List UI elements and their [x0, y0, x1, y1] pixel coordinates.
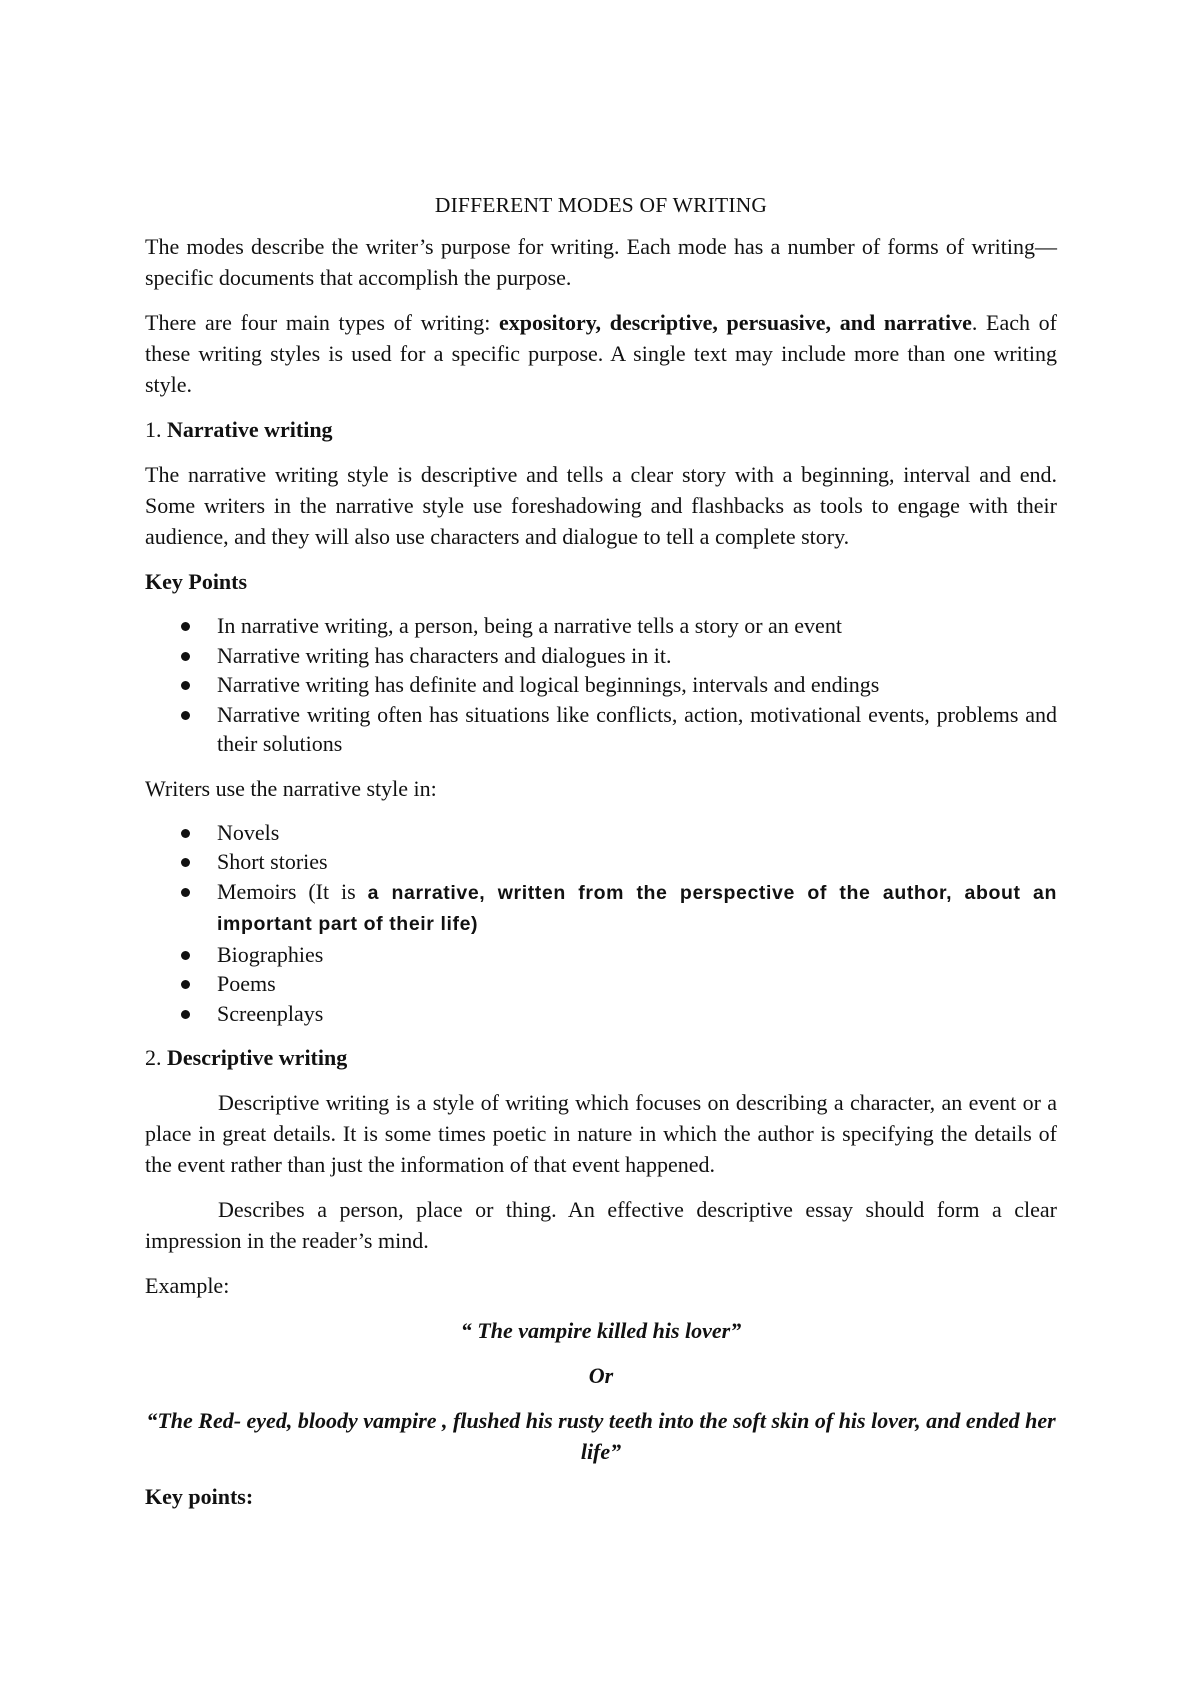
document-page — [145, 190, 1057, 1526]
list-item-poems: Poems — [217, 969, 1057, 999]
descriptive-key-points-label: Key points: — [145, 1484, 254, 1509]
list-item-biographies: Biographies — [217, 940, 1057, 970]
intro-paragraph-1: The modes describe the writer’s purpose for writing. Each mode has a number of forms of writing—specific documents that accomplish the purpose. — [145, 234, 1057, 290]
list-item: Narrative writing has characters and dialogues in it. — [217, 641, 1057, 671]
key-points-heading-label: Key Points — [145, 569, 248, 594]
list-item-screenplays: Screenplays — [217, 999, 1057, 1029]
list-item: Narrative writing often has situations like conflicts, action, motivational events, problems and their solutions — [217, 700, 1057, 759]
example-quote-2: “The Red- eyed, bloody vampire , flushed his rusty teeth into the soft skin of his lover, and ended her life” — [146, 1408, 1056, 1464]
narrative-uses-list — [145, 818, 1057, 1029]
intro-p2-bold-types: expository, descriptive, persuasive, and narrative — [498, 310, 972, 335]
narrative-uses-intro: Writers use the narrative style in: — [145, 775, 437, 801]
section-heading-label: Descriptive writing — [167, 1045, 348, 1070]
document-title: DIFFERENT MODES OF WRITING — [434, 193, 768, 217]
list-item-novels: Novels — [217, 818, 1057, 848]
memoirs-bold-text: a narrative, written from the perspective of the author, about an important part of their life) — [217, 881, 1057, 935]
section-heading-descriptive — [145, 1042, 1057, 1073]
section-heading-narrative — [145, 414, 1057, 445]
memoirs-plain-text: Memoirs (It is — [217, 878, 368, 904]
key-points-heading — [145, 566, 1057, 597]
section-number: 1. — [145, 417, 167, 442]
example-quote-1: “ The vampire killed his lover” — [460, 1318, 742, 1343]
example-label: Example: — [145, 1273, 230, 1298]
section-heading-label: Narrative writing — [167, 417, 333, 442]
descriptive-key-points-heading — [145, 1481, 1057, 1512]
example-or: Or — [588, 1363, 614, 1388]
descriptive-paragraph-1: Descriptive writing is a style of writing which focuses on describing a character, an event or a place in great details. It is some times poetic in nature in which the author is specifying the details of the event rather than just the information of that event happened. — [145, 1090, 1057, 1177]
descriptive-paragraph-2: Describes a person, place or thing. An effective descriptive essay should form a clear impression in the reader’s mind. — [145, 1197, 1057, 1253]
section-number: 2. — [145, 1045, 167, 1070]
list-item-short-stories: Short stories — [217, 847, 1057, 877]
intro-p2-after: . Each of these writing styles is used for a specific purpose. A single text may include more than one writing style. — [145, 310, 1057, 397]
intro-paragraph-2 — [145, 307, 1057, 400]
list-item: Narrative writing has definite and logical beginnings, intervals and endings — [217, 670, 1057, 700]
list-item-memoirs — [217, 877, 1057, 940]
intro-p2-before: There are four main types of writing: — [145, 310, 499, 335]
key-points-list — [145, 611, 1057, 759]
list-item: In narrative writing, a person, being a narrative tells a story or an event — [217, 611, 1057, 641]
narrative-body: The narrative writing style is descriptive and tells a clear story with a beginning, interval and end. Some writers in the narrative style use foreshadowing and flashbacks as tools to engage with their audience, and they will also use characters and dialogue to tell a complete story. — [145, 462, 1057, 549]
